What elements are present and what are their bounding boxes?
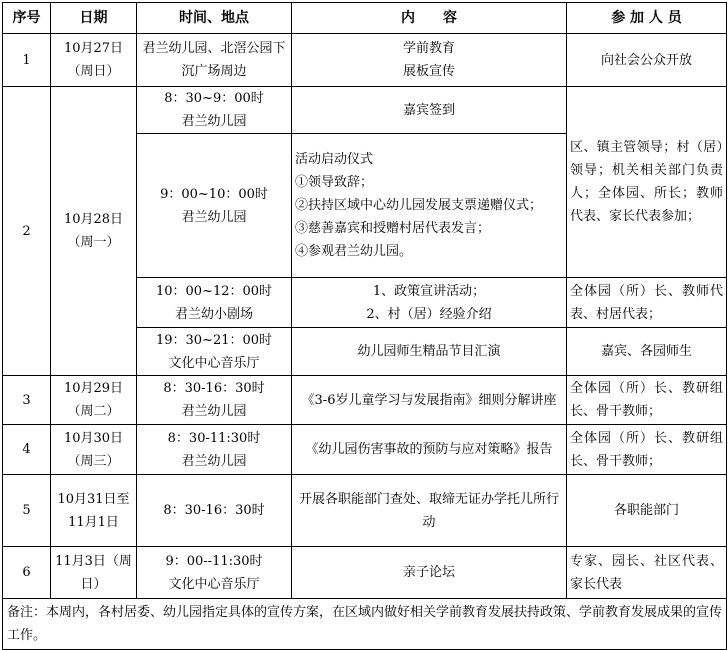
row-content: 开展各职能部门查处、取缔无证办学托儿所行动 bbox=[292, 475, 567, 547]
header-participants: 参 加 人 员 bbox=[567, 3, 727, 34]
session-time-place bbox=[137, 278, 292, 328]
row-no: 2 bbox=[3, 87, 51, 376]
row-participants: 全体园（所）长、教研组长、骨干教师； bbox=[567, 376, 727, 425]
schedule-table bbox=[2, 2, 727, 650]
row-time: 9：00--11:30时 bbox=[165, 553, 263, 569]
content-line: 活动启动仪式 bbox=[295, 152, 374, 167]
content-line: ③慈善嘉宾和授赠村居代表发言； bbox=[295, 221, 491, 236]
row-date: 10月27日（周日） bbox=[51, 34, 137, 87]
session-content: 嘉宾签到 bbox=[292, 87, 567, 134]
row-participants: 全体园（所）长、教研组长、骨干教师； bbox=[567, 425, 727, 475]
row-date: 10月28日（周一） bbox=[51, 87, 137, 376]
row-date: 10月31日至11月1日 bbox=[51, 475, 137, 547]
note-row bbox=[3, 599, 727, 650]
row-time-place bbox=[137, 376, 292, 425]
table-row bbox=[3, 475, 727, 547]
table-row bbox=[3, 547, 727, 599]
remark-note: 备注：本周内，各村居委、幼儿园指定具体的宣传方案，在区域内做好相关学前教育发展扶持政策、学前教育发展成果的宣传工作。 bbox=[3, 599, 727, 650]
table-row bbox=[3, 425, 727, 475]
session-content: 幼儿园师生精品节目汇演 bbox=[292, 328, 567, 376]
session-time: 19：30~21：00时 bbox=[155, 332, 273, 348]
content-line: ②扶持区域中心幼儿园发展支票递赠仪式； bbox=[295, 198, 543, 213]
content-line: 2、村（居）经验介绍 bbox=[366, 306, 492, 322]
row-content bbox=[292, 34, 567, 87]
session-place: 文化中心音乐厅 bbox=[168, 355, 260, 371]
session-time-place bbox=[137, 328, 292, 376]
row-date: 10月29日（周二） bbox=[51, 376, 137, 425]
row-time: 8：30-11:30时 bbox=[167, 430, 261, 446]
session-content bbox=[292, 134, 567, 278]
row-no: 3 bbox=[3, 376, 51, 425]
content-line: ④参观君兰幼儿园。 bbox=[295, 244, 413, 259]
row-participants: 全体园（所）长、教师代表、村居代表； bbox=[567, 278, 727, 328]
row-place: 文化中心音乐厅 bbox=[168, 576, 260, 592]
table-row bbox=[3, 376, 727, 425]
table-row bbox=[3, 34, 727, 87]
content-line: 1、政策宣讲活动； bbox=[372, 283, 486, 299]
row-place: 君兰幼儿园、北滘公园下沉广场周边 bbox=[137, 34, 292, 87]
row-no: 6 bbox=[3, 547, 51, 599]
row-participants: 向社会公众开放 bbox=[567, 34, 727, 87]
row-time: 8：30-16：30时 bbox=[137, 475, 292, 547]
row-time-place bbox=[137, 547, 292, 599]
row-content: 《幼儿园伤害事故的预防与应对策略》报告 bbox=[292, 425, 567, 475]
row-participants: 各职能部门 bbox=[567, 475, 727, 547]
session-time: 10：00~12：00时 bbox=[155, 283, 273, 299]
row-place: 君兰幼儿园 bbox=[181, 404, 247, 419]
header-time-place: 时间、地点 bbox=[137, 3, 292, 34]
header-content: 内 容 bbox=[292, 3, 567, 34]
row-time-place bbox=[137, 425, 292, 475]
session-content bbox=[292, 278, 567, 328]
row-place: 君兰幼儿园 bbox=[181, 453, 247, 469]
row-time: 8：30-16：30时 bbox=[163, 381, 265, 396]
row-date: 11月3日（周日） bbox=[51, 547, 137, 599]
row-date: 10月30日（周三） bbox=[51, 425, 137, 475]
row-participants: 区、镇主管领导；村（居）领导；机关相关部门负责人；全体园、所长；教师代表、家长代表参加； bbox=[567, 87, 727, 278]
header-row bbox=[3, 3, 727, 34]
session-time: 9：00~10：00时 bbox=[160, 186, 268, 202]
row-participants: 嘉宾、各园师生 bbox=[567, 328, 727, 376]
session-place: 君兰幼小剧场 bbox=[174, 306, 253, 322]
content-line: 学前教育 bbox=[402, 41, 455, 56]
row-content: 亲子论坛 bbox=[292, 547, 567, 599]
session-time-place bbox=[137, 134, 292, 278]
row-no: 1 bbox=[3, 34, 51, 87]
row-content: 《3-6岁儿童学习与发展指南》细则分解讲座 bbox=[292, 376, 567, 425]
content-line: 展板宣传 bbox=[402, 64, 455, 79]
session-time: 8：30~9：00时 bbox=[164, 91, 264, 106]
table-row bbox=[3, 87, 727, 134]
content-line: ①领导致辞； bbox=[295, 175, 374, 190]
session-place: 君兰幼儿园 bbox=[181, 209, 247, 225]
session-place: 君兰幼儿园 bbox=[181, 114, 247, 129]
header-date: 日期 bbox=[51, 3, 137, 34]
row-no: 4 bbox=[3, 425, 51, 475]
row-participants: 专家、园长、社区代表、家长代表 bbox=[567, 547, 727, 599]
row-no: 5 bbox=[3, 475, 51, 547]
session-time-place bbox=[137, 87, 292, 134]
header-no: 序号 bbox=[3, 3, 51, 34]
